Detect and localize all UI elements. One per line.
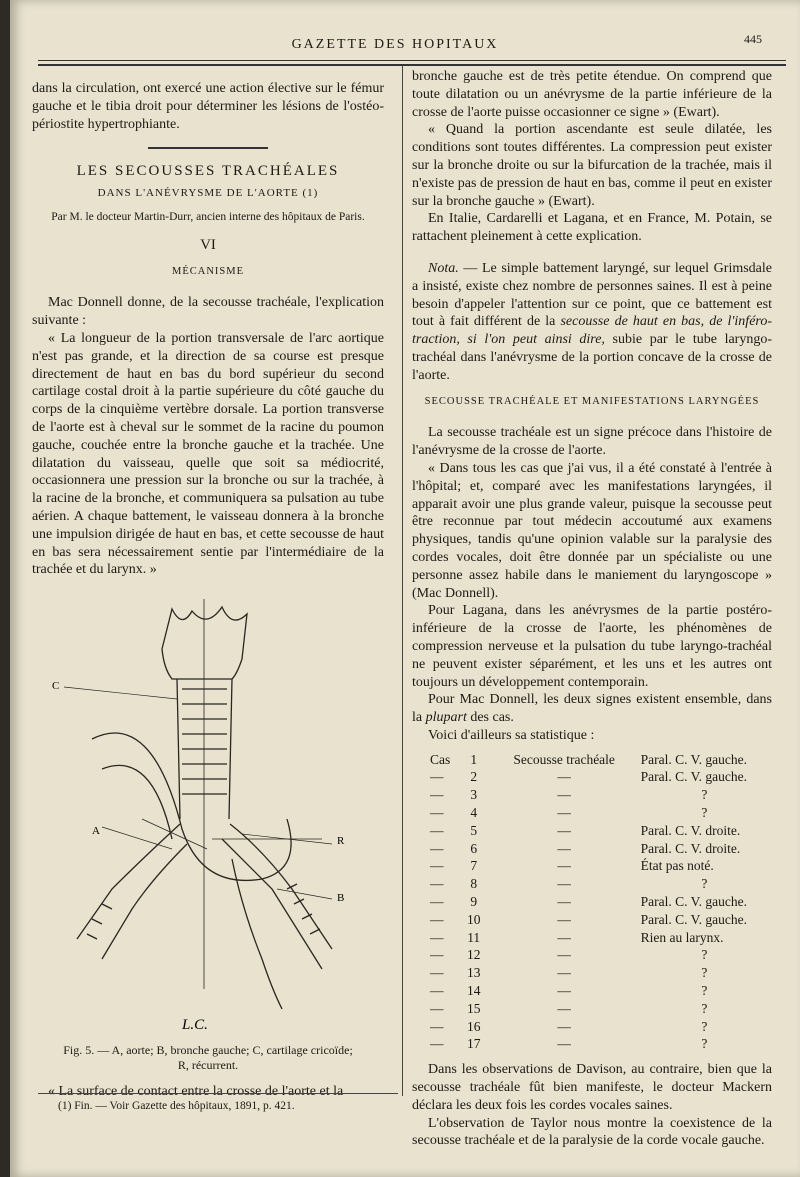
figure-caption [38,1043,378,1073]
table-cell: — [557,1000,571,1016]
table-cell: — [557,769,571,785]
table-cell: 10 [466,911,481,927]
table-cell: 14 [466,983,481,999]
section-heading: MÉCANISME [171,265,244,277]
table-cell: — [557,965,571,981]
table-row [426,911,772,929]
table-cell: — [430,787,444,803]
table-cell: Paral. C. V. gauche. [640,769,748,785]
nota-text: subie par le tube laryngo-trachéal dans l'anévrysme de la portion concave de la crosse de l'aorte. [412,332,773,383]
table-cell: — [557,840,571,856]
table-cell: 4 [470,805,478,821]
caption-line: R, récurrent. [177,1058,239,1073]
table-cell: — [557,947,571,963]
table-cell: — [430,840,444,856]
separator-ornament [148,147,268,149]
table-cell: ? [701,983,708,999]
table-cell: ? [701,805,708,821]
header-rule-thick [38,64,786,66]
table-cell: 8 [470,876,478,892]
table-cell: 7 [470,858,478,874]
table-cell: Rien au larynx. [640,929,724,945]
table-cell: Paral. C. V. gauche. [640,751,748,767]
nota-label: Nota. [428,260,459,276]
caption-line: Fig. 5. — A, aorte; B, bronche gauche; C, cartilage cricoïde; [63,1043,353,1058]
table-cell: — [557,1036,571,1052]
nota-italic: secousse de haut en bas, de l'inféro-traction, si l'on peut ainsi dire, [412,314,772,348]
table-cell: — [430,822,444,838]
table-row [426,946,772,964]
footnote-rule [38,1093,398,1094]
paragraph-italic: plupart [425,710,467,726]
table-row [426,804,772,822]
table-cell: ? [701,1018,708,1034]
table-cell: — [430,1000,444,1016]
table-cell: 16 [466,1018,481,1034]
quote-paragraph: « La longueur de la portion transversale de l'arc aortique n'est pas grande, et la direction de sa course est presque directement de haut en bas du bord supérieur du second cartilage costal droit à la partie supérieure du côté gauche du corps de la cinquième vertèbre dorsale. La portion transverse de l'aorte est à cheval sur le sommet de la racine du poumon gauche, couchée entre la bronche gauche et la trachée. Une dilatation du vaisseau, quelle que soit sa médiocrité, occasionnera une pression sur la bronche ou sur la trachée, à la racine de la bronche, et communiquera sa pulsation au tube aérien. A chaque battement, le vaisseau donnera à la bronche une impulsion dirigée de haut en bas, et cette secousse de haut en bas sera nécessairement sentie par l'intermédiaire de la trachée et du larynx. » [32,330,384,578]
section-heading: SECOUSSE TRACHÉALE ET MANIFESTATIONS LARYNGÉES [424,395,760,407]
table-cell: 15 [466,1000,481,1016]
table-cell: — [557,805,571,821]
figure-signature: L.C. [182,1017,208,1034]
paragraph-text: Pour Mac Donnell, les deux signes existent ensemble, dans la [412,692,772,726]
table-cell: 3 [470,787,478,803]
label-c: C [52,680,60,693]
table-cell: Paral. C. V. gauche. [640,894,748,910]
table-cell: — [430,894,444,910]
left-column [32,80,384,1101]
table-cell: ? [701,1000,708,1016]
table-cell: — [557,787,571,803]
table-cell: Cas [430,751,451,767]
header-rule [38,60,786,61]
paragraph: bronche gauche est de très petite étendue. On comprend que toute dilatation ou un anévrysme de la partie inférieure de la crosse de l'aorte puisse occasionner ce signe » (Ewart). [412,69,772,120]
table-cell: — [430,929,444,945]
label-r: R [337,835,345,848]
table-cell: 5 [470,822,478,838]
table-cell: — [430,947,444,963]
paragraph: Mac Donnell donne, de la secousse trachéale, l'explication suivante : [32,295,384,329]
paragraph: Pour Lagana, dans les anévrysmes de la partie postéro-inférieure de la crosse de l'aorte, les phénomènes de compression nerveuse et la pulsation du tube laryngo-trachéal ne peuvent exister séparément, et les uns et les autres ont toujours un développement contemporain. [412,603,772,690]
table-cell: Paral. C. V. droite. [640,840,741,856]
table-cell: — [557,894,571,910]
label-b: B [337,892,345,905]
table-row [426,822,772,840]
table-cell: État pas noté. [640,858,714,874]
table-row [426,982,772,1000]
table-cell: — [430,876,444,892]
paragraph-text: des cas. [466,710,514,726]
table-row [426,751,772,769]
table-cell: 9 [470,894,478,910]
table-cell: — [430,1018,444,1034]
table-cell: ? [701,876,708,892]
quote-paragraph: « La surface de contact entre la crosse de l'aorte et la [48,1084,344,1100]
column-divider [402,66,403,1096]
label-a: A [92,825,100,838]
table-cell: — [430,805,444,821]
paragraph: La secousse trachéale est un signe précoce dans l'histoire de l'anévrysme de la crosse de l'aorte. [412,425,772,459]
table-cell: — [557,929,571,945]
table-cell: ? [701,965,708,981]
table-cell: ? [701,947,708,963]
table-cell: — [557,858,571,874]
table-cell: 17 [466,1036,481,1052]
table-row [426,1018,772,1036]
table-cell: Paral. C. V. gauche. [640,911,748,927]
table-row [426,840,772,858]
paragraph: En Italie, Cardarelli et Lagana, et en France, M. Potain, se rattachent pleinement à cette explication. [412,211,772,245]
table-cell: Paral. C. V. droite. [640,822,741,838]
table-cell: 6 [470,840,478,856]
table-row [426,893,772,911]
table-cell: 1 [470,751,478,767]
footnote: (1) Fin. — Voir Gazette des hôpitaux, 1891, p. 421. [58,1100,295,1112]
figure-drawing [32,589,384,1039]
page-number: 445 [744,32,762,46]
table-cell: — [557,876,571,892]
nota-text: — Le simple battement laryngé, sur lequel Grimsdale a insisté, existe chez nombre de personnes saines. Il est à peine besoin d'appeler l'attention sur ce point, que ce battement est tout à fait différent de la [412,260,772,330]
table-row [426,964,772,982]
table-row [426,786,772,804]
table-cell: ? [701,1036,708,1052]
article-subtitle: DANS L'ANÉVRYSME DE L'AORTE (1) [97,187,319,200]
table-cell: — [430,911,444,927]
table-cell: ? [701,787,708,803]
table-cell: 13 [466,965,481,981]
page-header-title: GAZETTE DES HOPITAUX [291,37,499,52]
paragraph: Dans les observations de Davison, au contraire, bien que la secousse trachéale fût bien manifeste, le docteur Mackern déclara les deux fois les cordes vocales saines. [412,1062,772,1113]
table-cell: — [430,858,444,874]
quote-paragraph: « Dans tous les cas que j'ai vus, il a été constaté à l'entrée à l'hôpital; et, comparé avec les manifestations laryngées, il apparait avoir une plus grande valeur, puisque la secousse peut être reconnue par tout médecin accoutumé aux examens physiques, tandis qu'une opinion valable sur la paralysie des cordes vocales, doit être donnée par un spécialiste ou une personne assez habile dans le maniement du laryngoscope » (Mac Donnell). [412,460,772,601]
table-cell: — [557,911,571,927]
table-cell: 11 [467,929,481,945]
table-row [426,1035,772,1053]
article-byline: Par M. le docteur Martin-Durr, ancien interne des hôpitaux de Paris. [51,210,365,223]
table-cell: — [557,983,571,999]
anatomical-figure [32,589,384,1039]
intro-paragraph: dans la circulation, ont exercé une action élective sur le fémur gauche et le tibia droit pour déterminer les lésions de l'ostéo-périostite hypertrophiante. [32,81,384,132]
table-cell: Secousse trachéale [513,751,615,767]
paragraph: Voici d'ailleurs sa statistique : [428,727,595,743]
table-cell: — [430,769,444,785]
statistics-table [426,751,772,1054]
section-number: VI [200,236,216,253]
table-row [426,875,772,893]
table-row [426,1000,772,1018]
paragraph [412,691,772,727]
paragraph: L'observation de Taylor nous montre la coexistence de la secousse trachéale et de la paralysie de la corde vocale gauche. [412,1115,772,1149]
article-title: LES SECOUSSES TRACHÉALES [76,163,340,180]
table-cell: — [430,1036,444,1052]
nota-paragraph [412,260,772,385]
table-cell: — [430,983,444,999]
table-cell: 12 [466,947,481,963]
table-row [426,857,772,875]
table-row [426,929,772,947]
newspaper-page [10,0,800,1177]
table-cell: 2 [470,769,478,785]
paragraph: « Quand la portion ascendante est seule dilatée, les conditions sont toutes différentes. La compression peut exister sur la bronche droite ou sur la bifurcation de la trachée, mais il n'existe pas de pression de haut en bas, comme il peut en exister sur la bronche gauche » (Ewart). [412,122,772,209]
table-row [426,768,772,786]
table-cell: — [557,822,571,838]
right-column [412,68,772,1150]
table-cell: — [557,1018,571,1034]
table-cell: — [430,965,444,981]
